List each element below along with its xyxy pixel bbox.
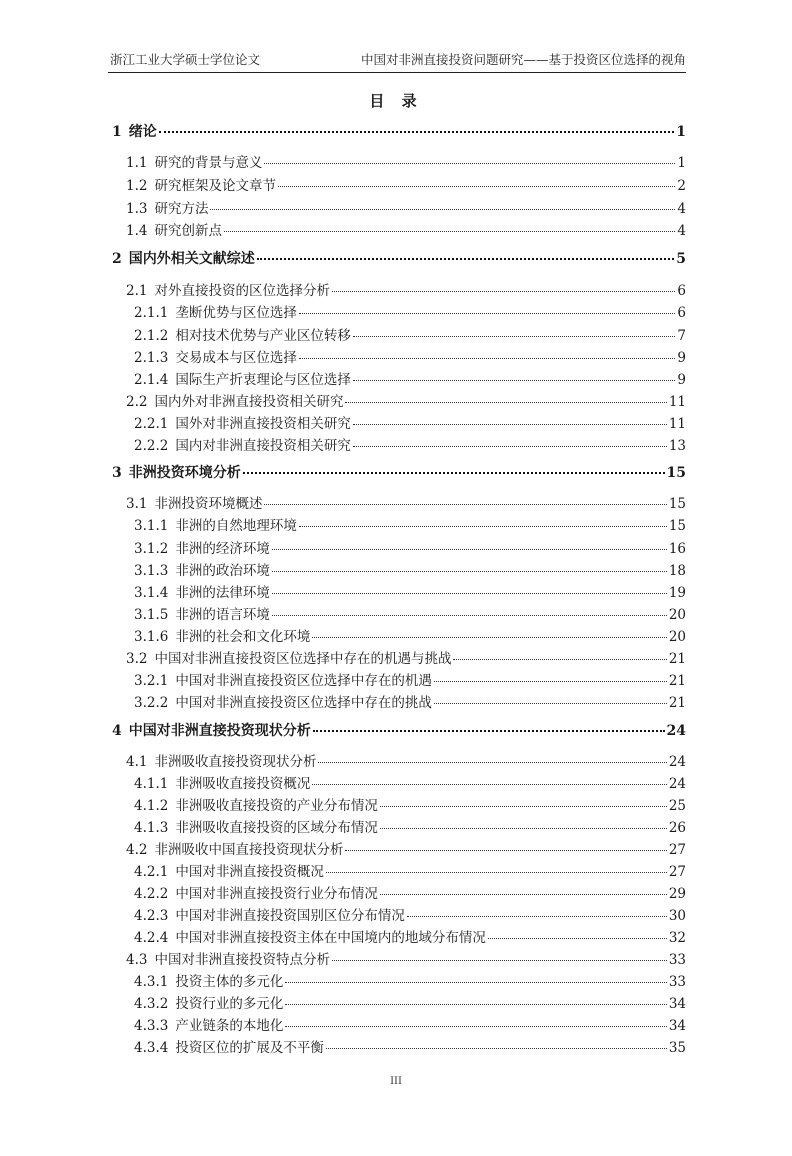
toc-entry[interactable]	[112, 324, 686, 344]
toc-dot-leader	[285, 1026, 666, 1027]
toc-dot-leader	[326, 872, 667, 873]
toc-entry-page: 21	[668, 673, 686, 689]
toc-entry-page: 24	[666, 723, 686, 739]
toc-entry-page: 15	[666, 465, 686, 481]
toc-entry-page: 6	[677, 305, 686, 321]
toc-dot-leader	[285, 982, 666, 983]
toc-entry-page: 21	[668, 651, 686, 667]
toc-entry-number: 2.2.1	[134, 416, 169, 432]
toc-entry[interactable]	[112, 838, 686, 858]
header-thesis-title: 中国对非洲直接投资问题研究——基于投资区位选择的视角	[360, 52, 686, 67]
toc-entry-title: 中国对非洲直接投资区位选择中存在的挑战	[175, 695, 432, 711]
toc-entry-title: 非洲投资环境分析	[128, 465, 241, 481]
toc-entry-number: 1.2	[126, 178, 148, 194]
toc-entry[interactable]	[112, 1014, 686, 1034]
toc-title: 目 录	[369, 92, 423, 110]
toc-entry-page: 34	[668, 1018, 686, 1034]
toc-dot-leader	[299, 526, 667, 527]
toc-entry-title: 投资主体的多元化	[175, 974, 284, 990]
toc-entry-page: 13	[668, 438, 686, 454]
toc-entry[interactable]	[112, 151, 686, 171]
toc-entry-number: 4.3.2	[134, 996, 169, 1012]
toc-entry-number: 3.1	[126, 496, 148, 512]
toc-entry-title: 投资区位的扩展及不平衡	[175, 1040, 324, 1056]
toc-entry[interactable]	[112, 121, 686, 141]
toc-entry-number: 4.3.4	[134, 1040, 169, 1056]
toc-dot-leader	[224, 231, 675, 232]
toc-dot-leader	[299, 313, 676, 314]
toc-entry-number: 4.2.4	[134, 930, 169, 946]
toc-entry-title: 非洲的经济环境	[175, 541, 270, 557]
toc-entry-title: 中国对非洲直接投资行业分布情况	[175, 886, 378, 902]
toc-entry-title: 中国对非洲直接投资现状分析	[128, 723, 311, 739]
toc-entry-page: 2	[677, 178, 686, 194]
toc-dot-leader	[313, 730, 665, 732]
toc-entry-title: 非洲吸收直接投资的区域分布情况	[175, 820, 378, 836]
toc-entry-title: 非洲的自然地理环境	[175, 518, 297, 534]
toc-dot-leader	[434, 681, 667, 682]
toc-entry-title: 中国对非洲直接投资区位选择中存在的机遇与挑战	[154, 651, 452, 667]
toc-entry-number: 4.3.1	[134, 974, 169, 990]
toc-entry-number: 4.2.1	[134, 864, 169, 880]
toc-entry-title: 中国对非洲直接投资概况	[175, 864, 324, 880]
toc-entry-title: 中国对非洲直接投资主体在中国境内的地域分布情况	[175, 930, 486, 946]
toc-entry-number: 1.4	[126, 223, 148, 239]
toc-entry-number: 4.2	[126, 842, 148, 858]
toc-entry-title: 非洲的法律环境	[175, 585, 270, 601]
toc-entry[interactable]	[112, 412, 686, 432]
toc-entry-page: 9	[677, 350, 686, 366]
toc-entry[interactable]	[112, 860, 686, 880]
toc-entry-page: 20	[668, 607, 686, 623]
toc-entry-page: 7	[677, 328, 686, 344]
toc-entry[interactable]	[112, 750, 686, 770]
toc-entry-title: 国内对非洲直接投资相关研究	[175, 438, 351, 454]
toc-dot-leader	[353, 336, 676, 337]
toc-entry-title: 国外对非洲直接投资相关研究	[175, 416, 351, 432]
toc-entry[interactable]	[112, 904, 686, 924]
toc-dot-leader	[159, 131, 675, 133]
toc-dot-leader	[380, 806, 667, 807]
toc-entry-page: 27	[668, 842, 686, 858]
toc-entry-number: 2.1.1	[134, 305, 169, 321]
toc-entry-number: 4	[112, 723, 122, 739]
toc-dot-leader	[278, 186, 675, 187]
toc-dot-leader	[488, 938, 667, 939]
toc-dot-leader	[434, 703, 667, 704]
toc-entry-title: 研究方法	[154, 201, 209, 217]
toc-entry-page: 15	[668, 518, 686, 534]
toc-entry[interactable]	[112, 492, 686, 512]
toc-entry-number: 2.2.2	[134, 438, 169, 454]
toc-entry-page: 29	[668, 886, 686, 902]
toc-entry-title: 非洲吸收中国直接投资现状分析	[154, 842, 344, 858]
toc-entry[interactable]	[112, 514, 686, 534]
toc-entry-page: 1	[676, 124, 686, 140]
toc-entry-page: 27	[668, 864, 686, 880]
toc-entry-title: 非洲吸收直接投资现状分析	[154, 754, 317, 770]
toc-entry[interactable]	[112, 219, 686, 239]
toc-dot-leader	[243, 472, 665, 474]
page-number: III	[390, 1076, 402, 1087]
toc-entry[interactable]	[112, 625, 686, 645]
toc-entry-page: 4	[677, 201, 686, 217]
toc-entry[interactable]	[112, 794, 686, 814]
toc-entry-page: 24	[668, 776, 686, 792]
toc-entry-title: 非洲的政治环境	[175, 563, 270, 579]
toc-entry-page: 11	[668, 394, 686, 410]
toc-entry-number: 3.1.2	[134, 541, 169, 557]
toc-entry-number: 3.2.2	[134, 695, 169, 711]
toc-entry[interactable]	[112, 882, 686, 902]
toc-dot-leader	[318, 762, 666, 763]
toc-entry[interactable]	[112, 462, 686, 482]
toc-dot-leader	[264, 163, 675, 164]
toc-entry[interactable]	[112, 434, 686, 454]
toc-entry-page: 16	[668, 541, 686, 557]
header-university: 浙江工业大学硕士学位论文	[110, 52, 261, 67]
toc-entry-number: 1.1	[126, 155, 148, 171]
toc-entry-number: 2.2	[126, 394, 148, 410]
toc-entry-page: 24	[668, 754, 686, 770]
toc-entry-title: 产业链条的本地化	[175, 1018, 284, 1034]
toc-dot-leader	[272, 593, 667, 594]
toc-entry-title: 研究创新点	[154, 223, 222, 239]
toc-entry-title: 交易成本与区位选择	[175, 350, 297, 366]
toc-dot-leader	[264, 504, 666, 505]
toc-entry-page: 30	[668, 908, 686, 924]
toc-entry-number: 1	[112, 124, 122, 140]
toc-entry-page: 25	[668, 798, 686, 814]
toc-entry-number: 3.1.5	[134, 607, 169, 623]
toc-entry-title: 国内外对非洲直接投资相关研究	[154, 394, 344, 410]
toc-entry-title: 国际生产折衷理论与区位选择	[175, 372, 351, 388]
toc-entry[interactable]	[112, 926, 686, 946]
toc-entry-page: 33	[668, 974, 686, 990]
toc-entry-page: 26	[668, 820, 686, 836]
toc-dot-leader	[453, 659, 666, 660]
toc-entry-number: 3.2	[126, 651, 148, 667]
toc-dot-leader	[353, 424, 667, 425]
toc-entry-page: 32	[668, 930, 686, 946]
toc-entry-title: 垄断优势与区位选择	[175, 305, 297, 321]
toc-entry-page: 34	[668, 996, 686, 1012]
toc-entry-title: 非洲投资环境概述	[154, 496, 263, 512]
toc-entry-number: 4.2.3	[134, 908, 169, 924]
toc-entry-page: 6	[677, 283, 686, 299]
toc-dot-leader	[257, 258, 675, 260]
toc-entry[interactable]	[112, 948, 686, 968]
toc-entry-number: 4.1.1	[134, 776, 169, 792]
toc-entry-page: 9	[677, 372, 686, 388]
toc-entry-title: 研究的背景与意义	[154, 155, 263, 171]
toc-entry-page: 1	[677, 155, 686, 171]
toc-dot-leader	[285, 1004, 666, 1005]
toc-entry-number: 2.1.2	[134, 328, 169, 344]
toc-entry-title: 研究框架及论文章节	[154, 178, 276, 194]
toc-dot-leader	[312, 637, 666, 638]
toc-dot-leader	[353, 380, 676, 381]
toc-entry-number: 3.1.1	[134, 518, 169, 534]
toc-entry-title: 非洲吸收直接投资的产业分布情况	[175, 798, 378, 814]
running-header	[108, 50, 686, 73]
toc-entry[interactable]	[112, 669, 686, 689]
toc-entry-number: 4.1.2	[134, 798, 169, 814]
toc-dot-leader	[326, 1048, 667, 1049]
toc-entry-title: 相对技术优势与产业区位转移	[175, 328, 351, 344]
toc-entry-page: 15	[668, 496, 686, 512]
toc-entry-page: 21	[668, 695, 686, 711]
toc-entry[interactable]	[112, 301, 686, 321]
toc-entry[interactable]	[112, 992, 686, 1012]
toc-dot-leader	[353, 446, 667, 447]
toc-entry[interactable]	[112, 720, 686, 740]
toc-entry-number: 2.1	[126, 283, 148, 299]
toc-entry-number: 4.1	[126, 754, 148, 770]
toc-dot-leader	[345, 402, 666, 403]
toc-dot-leader	[380, 828, 667, 829]
toc-entry-title: 绪论	[128, 124, 157, 140]
toc-dot-leader	[299, 358, 676, 359]
toc-dot-leader	[312, 784, 666, 785]
toc-entry[interactable]	[112, 816, 686, 836]
toc-entry[interactable]	[112, 970, 686, 990]
toc-entry-number: 2.1.4	[134, 372, 169, 388]
toc-dot-leader	[272, 615, 667, 616]
toc-entry-page: 5	[676, 251, 686, 267]
toc-entry-title: 中国对非洲直接投资特点分析	[154, 952, 330, 968]
toc-entry-title: 投资行业的多元化	[175, 996, 284, 1012]
toc-entry-page: 4	[677, 223, 686, 239]
toc-entry-number: 4.2.2	[134, 886, 169, 902]
toc-dot-leader	[272, 571, 667, 572]
toc-entry[interactable]	[112, 772, 686, 792]
toc-entry-title: 中国对非洲直接投资区位选择中存在的机遇	[175, 673, 432, 689]
toc-entry[interactable]	[112, 603, 686, 623]
toc-entry[interactable]	[112, 346, 686, 366]
toc-entry-number: 3.2.1	[134, 673, 169, 689]
toc-entry[interactable]	[112, 1036, 686, 1056]
toc-dot-leader	[210, 209, 675, 210]
toc-dot-leader	[272, 549, 667, 550]
toc-entry-title: 非洲的语言环境	[175, 607, 270, 623]
toc-entry-title: 非洲吸收直接投资概况	[175, 776, 311, 792]
toc-entry-title: 中国对非洲直接投资国别区位分布情况	[175, 908, 405, 924]
toc-entry-number: 4.3	[126, 952, 148, 968]
toc-entry-number: 3.1.3	[134, 563, 169, 579]
toc-entry-page: 33	[668, 952, 686, 968]
toc-dot-leader	[407, 916, 667, 917]
toc-entry-page: 35	[668, 1040, 686, 1056]
toc-entry-page: 20	[668, 629, 686, 645]
toc-entry-number: 1.3	[126, 201, 148, 217]
toc-entry-page: 11	[668, 416, 686, 432]
toc-dot-leader	[332, 960, 667, 961]
toc-entry-title: 对外直接投资的区位选择分析	[154, 283, 330, 299]
toc-entry-title: 国内外相关文献综述	[128, 251, 255, 267]
toc-dot-leader	[345, 850, 666, 851]
toc-entry[interactable]	[112, 581, 686, 601]
toc-entry-number: 2.1.3	[134, 350, 169, 366]
toc-entry[interactable]	[112, 368, 686, 388]
toc-entry[interactable]	[112, 390, 686, 410]
toc-entry[interactable]	[112, 197, 686, 217]
toc-entry-title: 非洲的社会和文化环境	[175, 629, 311, 645]
toc-entry[interactable]	[112, 174, 686, 194]
toc-entry[interactable]	[112, 248, 686, 268]
toc-entry-number: 3.1.4	[134, 585, 169, 601]
toc-entry-number: 3	[112, 465, 122, 481]
toc-entry[interactable]	[112, 279, 686, 299]
toc-entry[interactable]	[112, 647, 686, 667]
toc-entry[interactable]	[112, 691, 686, 711]
toc-entry-number: 4.3.3	[134, 1018, 169, 1034]
toc-entry-page: 19	[668, 585, 686, 601]
toc-dot-leader	[380, 894, 667, 895]
toc-entry[interactable]	[112, 537, 686, 557]
toc-entry-number: 3.1.6	[134, 629, 169, 645]
toc-dot-leader	[332, 291, 675, 292]
toc-entry-number: 2	[112, 251, 122, 267]
toc-entry-page: 18	[668, 563, 686, 579]
toc-entry-number: 4.1.3	[134, 820, 169, 836]
toc-entry[interactable]	[112, 559, 686, 579]
